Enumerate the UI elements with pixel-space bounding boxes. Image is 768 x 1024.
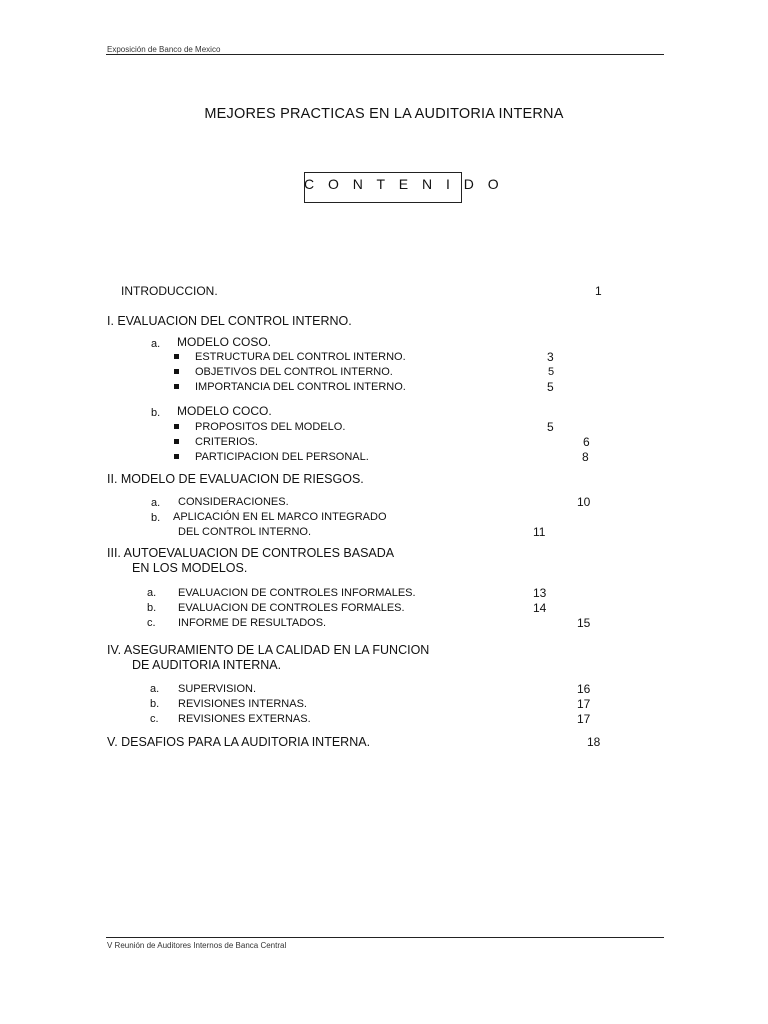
toc-s3-c-label: INFORME DE RESULTADOS. (178, 617, 327, 629)
toc-s2-a-page: 10 (577, 495, 591, 509)
toc-section-3-line2: EN LOS MODELOS. (132, 561, 248, 575)
toc-section-3-line1: III. AUTOEVALUACION DE CONTROLES BASADA (107, 546, 395, 560)
toc-s1-a-item-1-page: 3 (547, 350, 554, 364)
toc-s1-a-item-3-page: 5 (547, 380, 554, 394)
toc-intro-page: 1 (595, 284, 602, 298)
toc-s4-a-page: 16 (577, 682, 591, 696)
toc-s3-b-page: 14 (533, 601, 547, 615)
toc-s3-c-page: 15 (577, 616, 591, 630)
toc-section-5: V. DESAFIOS PARA LA AUDITORIA INTERNA. (107, 735, 371, 749)
toc-intro-label: INTRODUCCION. (121, 284, 218, 298)
toc-s1-b-item-3: PARTICIPACION DEL PERSONAL. (195, 451, 369, 463)
toc-s2-b-label-line1: APLICACIÓN EN EL MARCO INTEGRADO (173, 511, 387, 523)
toc-section-1: I. EVALUACION DEL CONTROL INTERNO. (107, 314, 352, 328)
toc-s3-b-label: EVALUACION DE CONTROLES FORMALES. (178, 602, 405, 614)
bullet-icon (174, 454, 179, 459)
toc-s2-b-marker: b. (151, 512, 161, 524)
toc-s1-b-item-2: CRITERIOS. (195, 436, 258, 448)
toc-s1-b-label: MODELO COCO. (177, 404, 272, 418)
toc-s1-b-marker: b. (151, 407, 161, 419)
toc-s1-a-marker: a. (151, 338, 161, 350)
toc-s4-c-page: 17 (577, 712, 591, 726)
toc-s3-a-marker: a. (147, 587, 157, 599)
toc-s3-a-label: EVALUACION DE CONTROLES INFORMALES. (178, 587, 416, 599)
toc-section-2: II. MODELO DE EVALUACION DE RIESGOS. (107, 472, 364, 486)
toc-s1-b-item-1: PROPOSITOS DEL MODELO. (195, 421, 346, 433)
toc-s3-b-marker: b. (147, 602, 157, 614)
toc-s4-b-marker: b. (150, 698, 160, 710)
toc-s1-b-item-2-page: 6 (583, 435, 590, 449)
toc-s4-c-marker: c. (150, 713, 159, 725)
toc-s2-b-label-line2: DEL CONTROL INTERNO. (178, 526, 312, 538)
toc-s4-a-marker: a. (150, 683, 160, 695)
toc-s2-a-marker: a. (151, 497, 161, 509)
contents-heading: C O N T E N I D O (304, 176, 504, 192)
toc-s1-a-item-3: IMPORTANCIA DEL CONTROL INTERNO. (195, 381, 406, 393)
toc-s3-a-page: 13 (533, 586, 547, 600)
bullet-icon (174, 424, 179, 429)
footer-rule (106, 937, 664, 938)
toc-s4-c-label: REVISIONES EXTERNAS. (178, 713, 311, 725)
toc-s4-a-label: SUPERVISION. (178, 683, 257, 695)
toc-s1-b-item-1-page: 5 (547, 420, 554, 434)
document-title: MEJORES PRACTICAS EN LA AUDITORIA INTERNA (204, 106, 564, 122)
toc-section-5-page: 18 (587, 735, 601, 749)
toc-s1-a-label: MODELO COSO. (177, 335, 272, 349)
toc-section-4-line2: DE AUDITORIA INTERNA. (132, 658, 282, 672)
header-rule (106, 54, 664, 55)
toc-s1-a-item-1: ESTRUCTURA DEL CONTROL INTERNO. (195, 351, 406, 363)
toc-s2-b-page: 11 (533, 525, 546, 539)
bullet-icon (174, 439, 179, 444)
toc-s1-a-item-2-page: 5 (548, 366, 555, 378)
toc-s1-a-item-2: OBJETIVOS DEL CONTROL INTERNO. (195, 366, 393, 378)
toc-section-4-line1: IV. ASEGURAMIENTO DE LA CALIDAD EN LA FUNCION (107, 643, 430, 657)
toc-s1-b-item-3-page: 8 (582, 450, 589, 464)
toc-s4-b-label: REVISIONES INTERNAS. (178, 698, 307, 710)
bullet-icon (174, 369, 179, 374)
toc-s2-a-label: CONSIDERACIONES. (178, 496, 289, 508)
page-header-text: Exposición de Banco de Mexico (107, 45, 221, 54)
bullet-icon (174, 384, 179, 389)
toc-s4-b-page: 17 (577, 697, 591, 711)
page-footer-text: V Reunión de Auditores Internos de Banca Central (107, 941, 287, 950)
toc-s3-c-marker: c. (147, 617, 156, 629)
bullet-icon (174, 354, 179, 359)
